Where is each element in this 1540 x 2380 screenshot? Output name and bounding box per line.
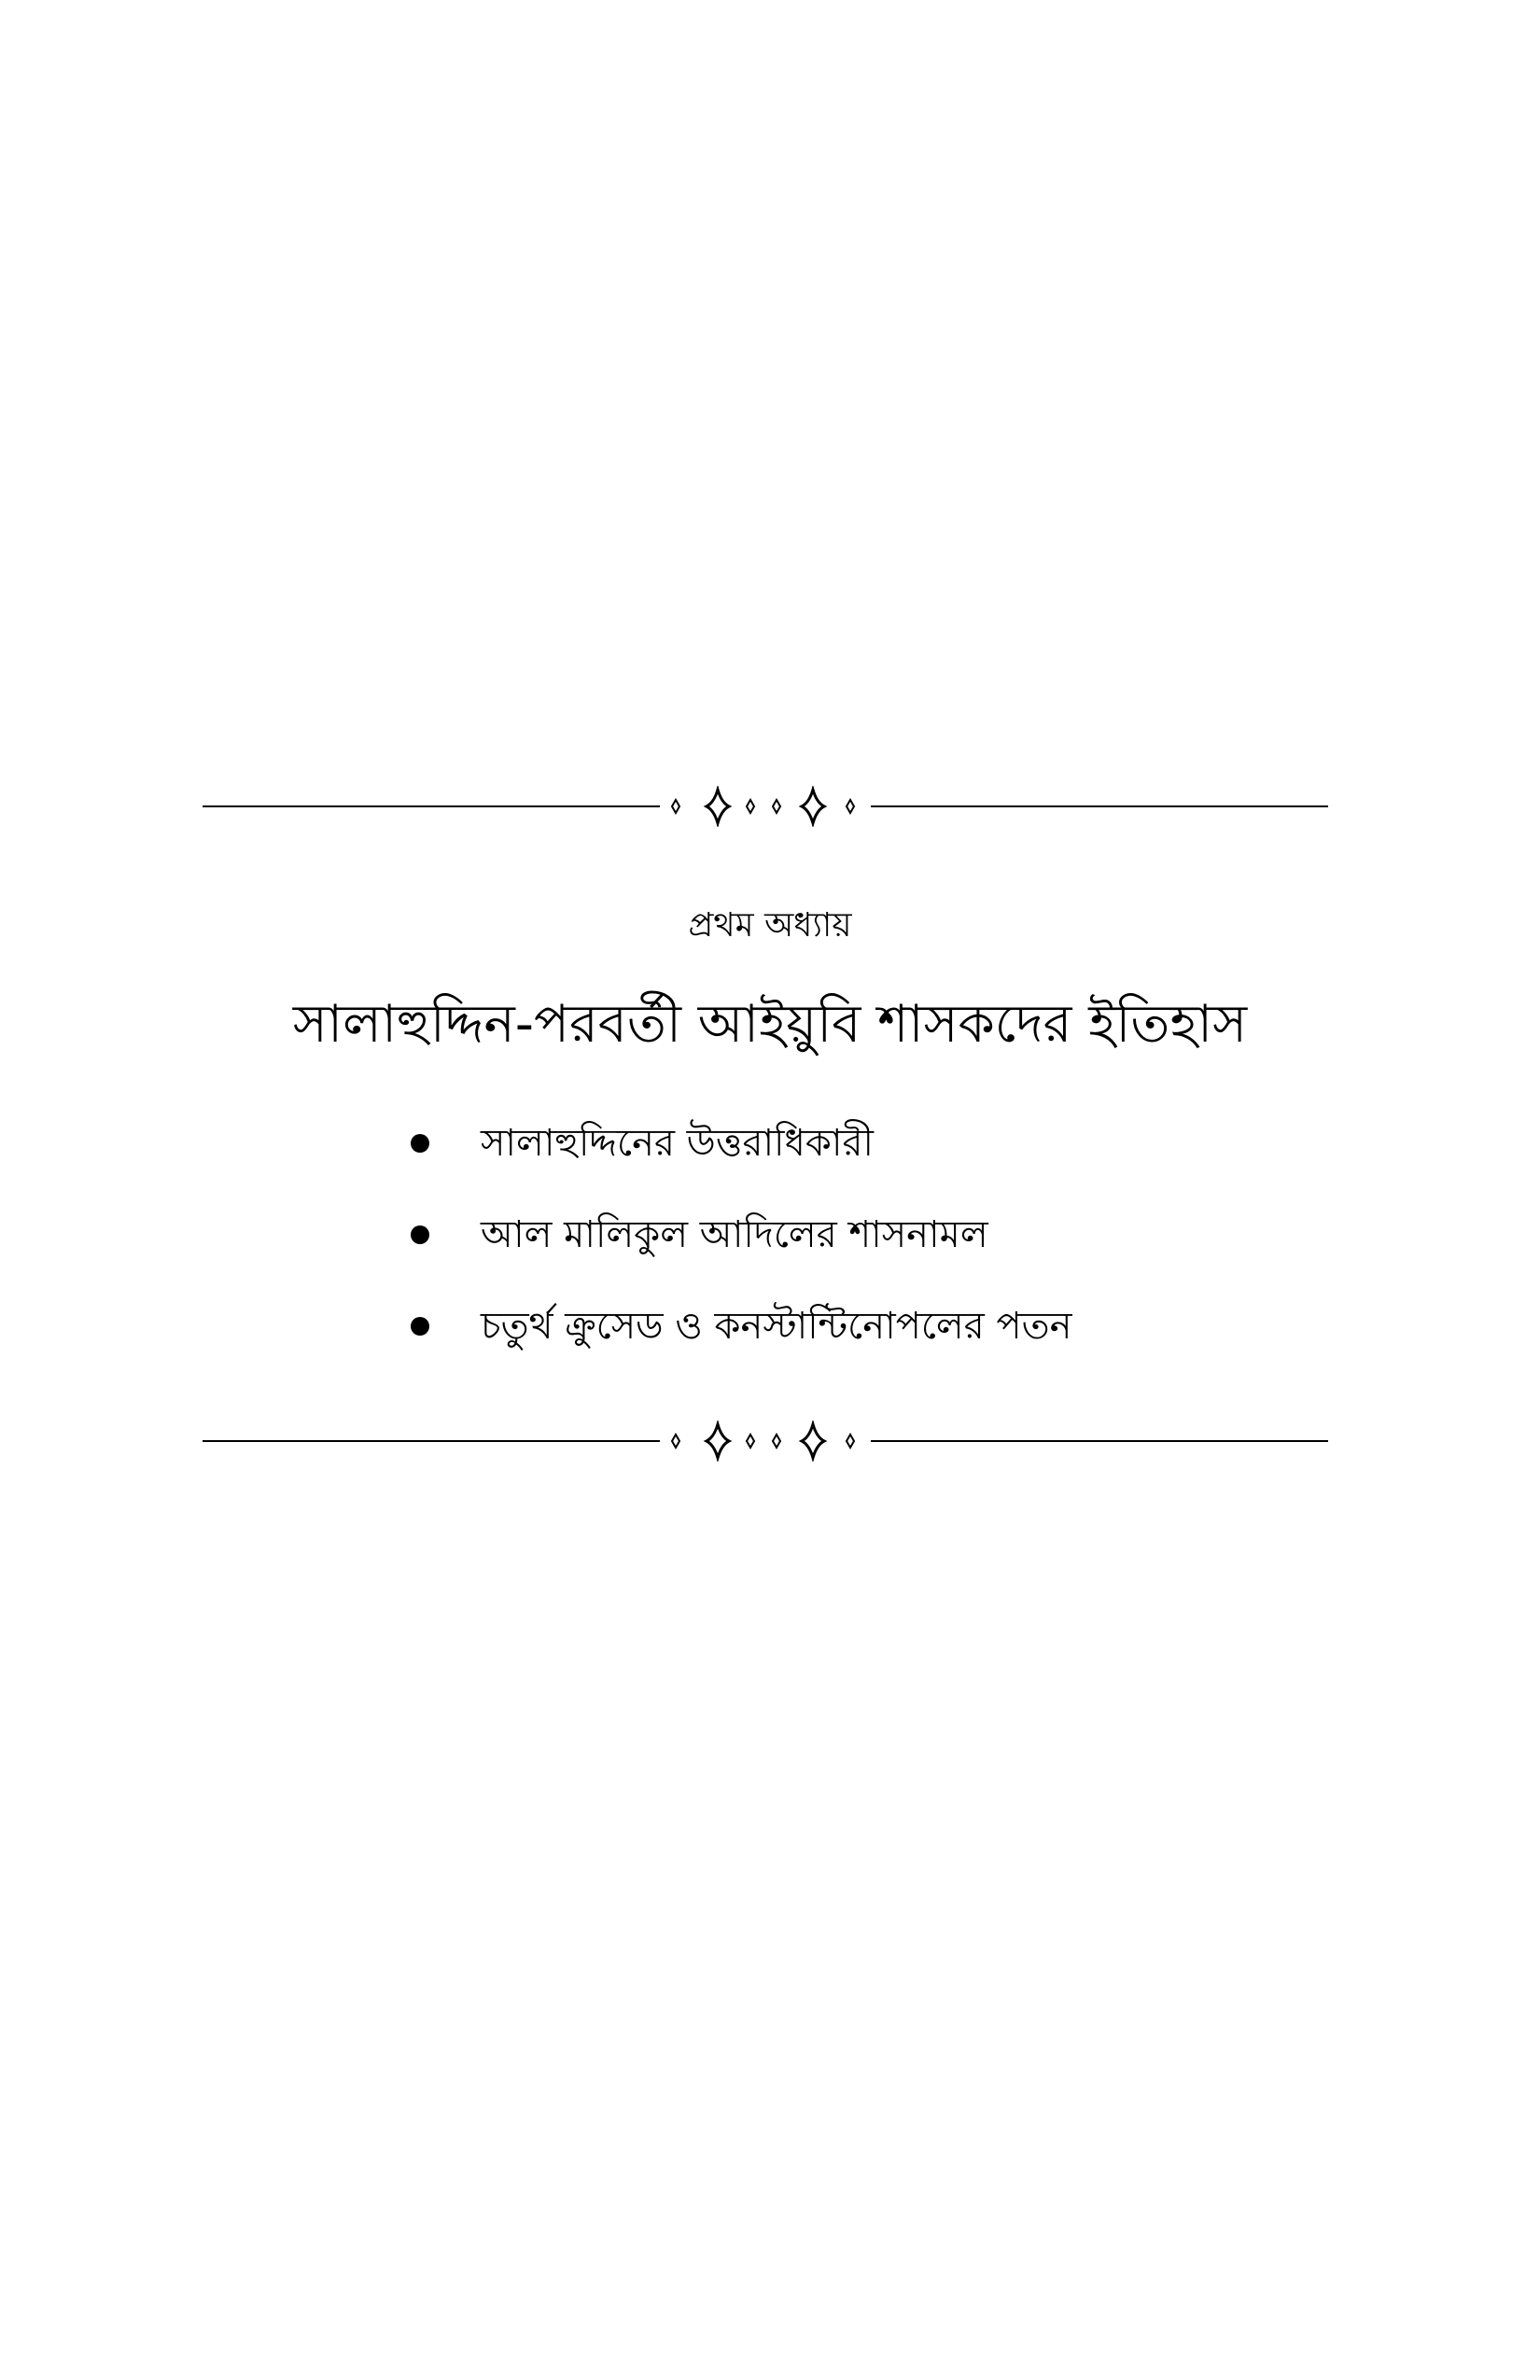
ornament-icon xyxy=(203,1421,1328,1462)
bullet-icon xyxy=(411,1225,429,1244)
list-item xyxy=(401,1115,1335,1207)
topic-text: চতুর্থ ক্রুসেড ও কনস্টান্টিনোপলের পতন xyxy=(481,1305,1072,1348)
chapter-number: প্রথম অধ্যায় xyxy=(688,906,852,945)
bullet-icon xyxy=(411,1317,429,1336)
chapter-topics-list xyxy=(401,1115,1335,1390)
bottom-ornamental-divider xyxy=(203,1421,1328,1462)
topic-text: আল মালিকুল আদিলের শাসনামল xyxy=(481,1213,988,1256)
bullet-icon xyxy=(411,1134,429,1153)
topic-text: সালাহুদ্দিনের উত্তরাধিকারী xyxy=(481,1122,874,1165)
list-item xyxy=(401,1207,1335,1298)
ornament-icon xyxy=(203,786,1328,827)
list-item xyxy=(401,1298,1335,1390)
top-ornamental-divider xyxy=(203,786,1328,827)
chapter-title: সালাহুদ্দিন-পরবর্তী আইয়ুবি শাসকদের ইতিহাস xyxy=(292,994,1248,1055)
